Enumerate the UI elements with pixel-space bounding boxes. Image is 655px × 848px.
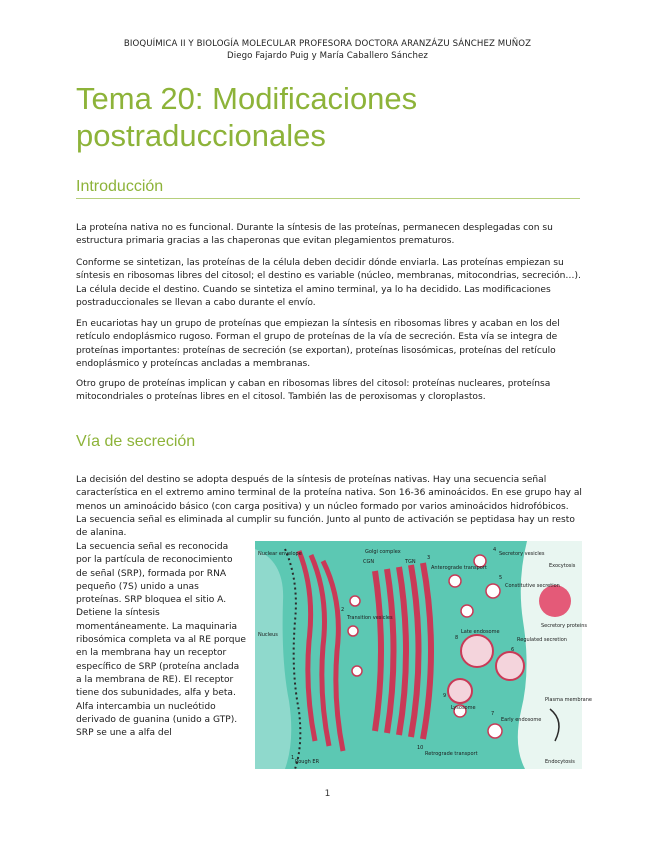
step-number-5: 5 <box>499 575 503 581</box>
paragraph-1: La proteína nativa no es funcional. Durante la síntesis de las proteínas, permanecen desplegadas con su estructura primaria gracias a las chaperonas que evitan plegamientos prematuros. <box>76 223 553 247</box>
label-endocytosis: Endocytosis <box>545 759 575 765</box>
step-number-9: 9 <box>443 693 447 699</box>
label-early-endosome: Early endosome <box>501 717 542 723</box>
header-line-2: Diego Fajardo Puig y María Caballero Sánchez <box>226 51 429 61</box>
label-nucleus: Nucleus <box>258 632 278 638</box>
side-paragraph: La secuencia señal es reconocida por la partícula de reconocimiento de señal (SRP), formada por RNA pequeño (7S) unido a unas proteínas. SRP bloquea el sitio A. Detiene la síntesis momentáneamente. La maquinaria ribosómica completa va al RE porque en la membrana hay un receptor específico de SRP (proteína anclada a la membrana de RE). El receptor tiene dos subunidades, alfa y beta. Alfa intercambia un nucleótido derivado de guanina (unido a GTP). SRP se une a alfa del <box>76 542 246 739</box>
paragraph-3: En eucariotas hay un grupo de proteínas que empiezan la síntesis en ribosomas libres y acaban en los del retículo endoplásmico rugoso. Forman el grupo de proteínas de la vía de secreción. Esta vía se integra de proteínas importantes: proteínas de secreción (se exportan), proteínas lisosómicas, proteínas del retículo endoplásmico y proteíncas ancladas a membranas. <box>76 319 560 369</box>
secretory-proteins-burst <box>539 585 571 617</box>
label-plasma-membrane: Plasma membrane <box>545 697 592 703</box>
label-late-endosome: Late endosome <box>461 629 500 635</box>
step-number-3: 3 <box>427 555 431 561</box>
step-number-4: 4 <box>493 547 497 553</box>
label-transition: Transition vesicles <box>347 615 393 621</box>
label-nuclear-envelope: Nuclear envelope <box>258 551 302 557</box>
step-number-6: 6 <box>511 647 515 653</box>
page-number: 1 <box>324 789 331 799</box>
running-header <box>0 38 655 62</box>
section-divider <box>76 198 580 199</box>
late-endosome-shape <box>461 635 493 667</box>
step-number-7: 7 <box>491 711 495 717</box>
page-title: Tema 20: Modificaciones postraduccionales <box>76 81 418 153</box>
section-heading-intro: Introducción <box>76 178 164 195</box>
label-cgn: CGN <box>363 559 375 565</box>
paragraph-5: La decisión del destino se adopta después de la síntesis de proteínas nativas. Hay una secuencia señal característica en el extremo amino terminal de la proteína nativa. Son 16-36 aminoácidos. En ese grupo hay al menos un aminoácido básico (con carga positiva) y un núcleo formado por varios aminoácidos hidrofóbicos. La secuencia señal es eliminada al cumplir su función. Junto al punto de activación se peptidasa hay un resto de alanina. <box>76 475 582 539</box>
step-number-1: 1 <box>291 755 295 761</box>
secretory-pathway-figure <box>255 541 592 769</box>
label-retrograde: Retrograde transport <box>425 751 478 757</box>
lysosome-shape <box>448 679 472 703</box>
regulated-vesicle-shape <box>496 652 524 680</box>
label-constitutive: Constitutive secretion <box>505 583 560 589</box>
label-anterograde: Anterograde transport <box>431 565 487 571</box>
label-golgi: Golgi complex <box>365 549 401 555</box>
paragraph-4: Otro grupo de proteínas implican y caban en ribosomas libres del citosol: proteínas nucleares, proteínsa mitocondriales o proteínas libres en el citosol. También las de peroxisomas y cloroplastos. <box>76 379 551 403</box>
label-regulated: Regulated secretion <box>517 637 567 643</box>
label-rough-er: Rough ER <box>295 759 320 765</box>
section-heading-secretion: Vía de secreción <box>76 433 196 450</box>
step-number-10: 10 <box>417 745 424 751</box>
paragraph-2: Conforme se sintetizan, las proteínas de la célula deben decidir dónde enviarla. Las proteínas empiezan su síntesis en ribosomas libres del citosol; el destino es variable (núcleo, membranas, mitocondrias, secreción…). La célula decide el destino. Cuando se sintetiza el amino terminal, ya lo ha decidido. Las modificaciones postraduccionales se llevan a cabo durante el envío. <box>76 258 581 308</box>
label-tgn: TGN <box>405 559 416 565</box>
label-exocytosis: Exocytosis <box>549 563 576 569</box>
label-secretory-proteins: Secretory proteins <box>541 623 588 629</box>
label-lysosome: Lysosome <box>451 705 476 711</box>
step-number-8: 8 <box>455 635 459 641</box>
header-line-1: BIOQUÍMICA II Y BIOLOGÍA MOLECULAR PROFESORA DOCTORA ARANZÁZU SÁNCHEZ MUÑOZ <box>123 39 532 49</box>
label-secretory-vesicles: Secretory vesicles <box>499 551 545 557</box>
step-number-2: 2 <box>341 607 345 613</box>
